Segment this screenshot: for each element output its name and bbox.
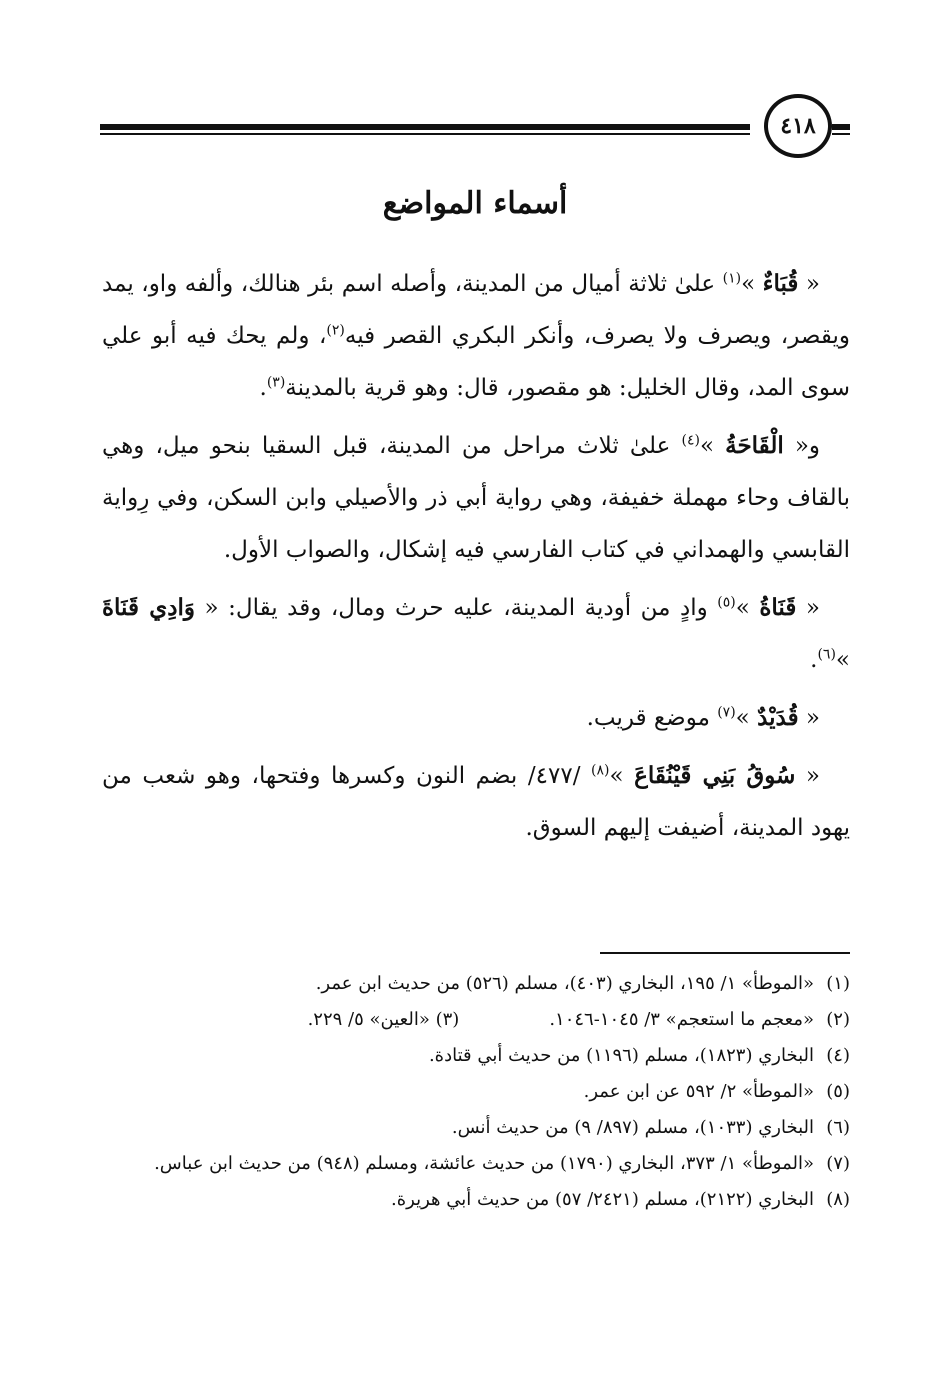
quote-close: » bbox=[741, 271, 763, 297]
entry-qanat bbox=[102, 582, 850, 686]
quote-close: » bbox=[735, 705, 758, 731]
footnote bbox=[102, 1182, 850, 1218]
term-qaha: الْقَاحَةُ bbox=[725, 432, 784, 459]
footnote bbox=[102, 1002, 850, 1038]
footnote-text: البخاري (٢١٢٢)، مسلم (٢٤٢١/ ٥٧) من حديث أبي هريرة. bbox=[390, 1189, 814, 1210]
footnote-number: (٧) bbox=[826, 1153, 850, 1174]
entry-text: . bbox=[810, 647, 818, 673]
quote-close: » bbox=[835, 647, 850, 673]
quote-close: » bbox=[609, 763, 635, 789]
footnote-number: (٦) bbox=[826, 1117, 850, 1138]
entry-text: . bbox=[259, 375, 267, 401]
note-ref-8[interactable]: (٨) bbox=[591, 762, 610, 779]
entry-qudayd bbox=[102, 692, 850, 744]
header-rule-end-thin bbox=[832, 133, 850, 135]
footnote-divider bbox=[600, 952, 850, 954]
quote-open: « bbox=[798, 705, 820, 731]
body-text bbox=[102, 258, 850, 860]
note-ref-5[interactable]: (٥) bbox=[717, 594, 736, 611]
footnote-text: «الموطأ» ٢/ ٥٩٢ عن ابن عمر. bbox=[583, 1081, 814, 1102]
page-title: أسماء المواضع bbox=[382, 186, 568, 221]
footnote-text bbox=[102, 1002, 814, 1038]
header-rule-end bbox=[832, 124, 850, 130]
note-ref-4[interactable]: (٤) bbox=[681, 432, 700, 449]
footnote bbox=[102, 1146, 850, 1182]
quote-open: و« bbox=[783, 433, 820, 459]
footnote-text-part: «العين» ٥/ ٢٢٩. bbox=[307, 1009, 430, 1030]
footnote-number: (٥) bbox=[826, 1081, 850, 1102]
quote-close: » bbox=[699, 433, 726, 459]
page-header bbox=[100, 92, 850, 162]
page-number: ٤١٨ bbox=[764, 94, 832, 158]
entry-text: علىٰ ثلاثة أميال من المدينة، وأصله اسم بئر هنالك، وألفه واو، يمد ويقصر، ويصرف ولا يصرف، وأنكر البكري القصر فيه bbox=[102, 271, 851, 349]
entry-suq bbox=[102, 750, 850, 854]
footnote-text-part: «معجم ما استعجم» ٣/ ١٠٤٥-١٠٤٦. bbox=[549, 1009, 814, 1030]
header-rule-thin bbox=[100, 133, 750, 135]
footnote bbox=[102, 1038, 850, 1074]
quote-close: » bbox=[735, 595, 760, 621]
entry-quba bbox=[102, 258, 850, 414]
quote-open: « bbox=[795, 763, 821, 789]
entry-text: ، ولم يحك فيه أبو علي سوى المد، وقال الخليل: هو مقصور، قال: وهو قرية بالمدينة bbox=[102, 323, 850, 401]
footnote-text: البخاري (١٨٢٣)، مسلم (١١٩٦) من حديث أبي قتادة. bbox=[428, 1045, 814, 1066]
note-ref-3[interactable]: (٣) bbox=[266, 374, 286, 391]
footnote-number: (٣) bbox=[435, 1009, 460, 1030]
footnote bbox=[102, 1074, 850, 1110]
note-ref-2[interactable]: (٢) bbox=[326, 322, 345, 339]
entry-text: علىٰ ثلاث مراحل من المدينة، قبل السقيا بنحو ميل، وهي بالقاف وحاء مهملة خفيفة، وهي رواية أبي ذر والأصيلي وابن السكن، وفي رِواية القابسي والهمداني في كتاب الفارسي فيه إشكال، والصواب الأول. bbox=[102, 433, 850, 563]
footnote-text: «الموطأ» ١/ ١٩٥، البخاري (٤٠٣)، مسلم (٥٢٦) من حديث ابن عمر. bbox=[315, 973, 814, 994]
term-qudayd: قُدَيْدٌ bbox=[757, 704, 799, 731]
entry-text: موضع قريب. bbox=[586, 705, 718, 731]
entry-text: وادٍ من أودية المدينة، عليه حرث ومال، وقد يقال: « bbox=[194, 595, 718, 621]
quote-open: « bbox=[798, 271, 820, 297]
quote-open: « bbox=[796, 595, 820, 621]
note-ref-6[interactable]: (٦) bbox=[817, 646, 836, 663]
footnote bbox=[102, 966, 850, 1002]
term-quba: قُبَاءٌ bbox=[762, 270, 799, 297]
note-ref-7[interactable]: (٧) bbox=[717, 704, 736, 721]
footnote bbox=[102, 1110, 850, 1146]
entry-text: /٤٧٧/ بضم النون وكسرها وفتحها، وهو شعب من يهود المدينة، أضيفت إليهم السوق. bbox=[102, 763, 850, 841]
footnotes bbox=[102, 966, 850, 1218]
term-wadi-qanat: وَادِي قَنَاةَ bbox=[102, 594, 195, 621]
footnote-number: (١) bbox=[826, 973, 850, 994]
term-suq: سُوقُ بَنِي قَيْنُقَاعَ bbox=[634, 762, 796, 789]
header-rule bbox=[100, 124, 750, 130]
term-qanat: قَنَاةُ bbox=[759, 594, 797, 621]
footnote-text: «الموطأ» ١/ ٣٧٣، البخاري (١٧٩٠) من حديث عائشة، ومسلم (٩٤٨) من حديث ابن عباس. bbox=[154, 1153, 814, 1174]
footnote-number: (٨) bbox=[826, 1189, 850, 1210]
footnote-text: البخاري (١٠٣٣)، مسلم (٨٩٧/ ٩) من حديث أنس. bbox=[451, 1117, 814, 1138]
entry-qaha bbox=[102, 420, 850, 576]
footnote-number: (٢) bbox=[826, 1009, 850, 1030]
note-ref-1[interactable]: (١) bbox=[722, 270, 742, 287]
footnote-number: (٤) bbox=[826, 1045, 850, 1066]
